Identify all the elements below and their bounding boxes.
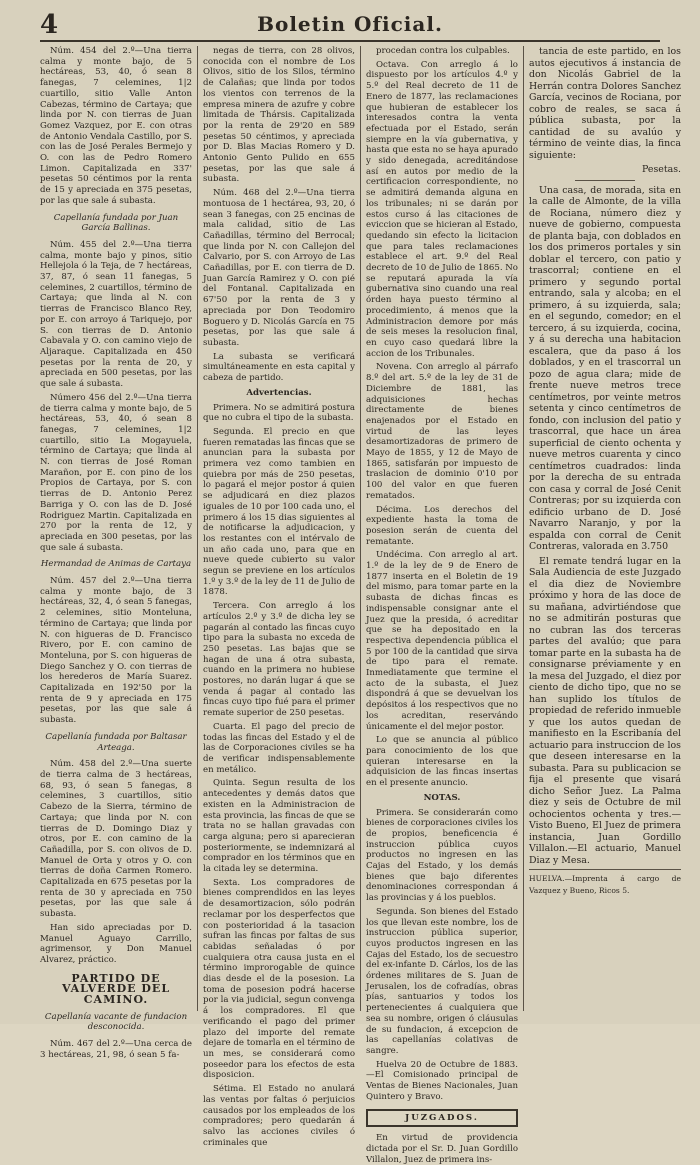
column-rule (197, 46, 198, 1011)
paragraph: La subasta se verificará simultáneamente en esta capital y cabeza de partido. (203, 351, 355, 384)
currency-label: Pesetas. (642, 164, 681, 175)
column-rule (523, 46, 524, 1011)
section-subtitle: Capellanía fundada por Juan García Ballinas. (53, 212, 179, 234)
paragraph: Sétima. El Estado no anulará las ventas por faltas ó perjuicios causados por los empleados de los compradores; pero quedarán á salvo las acciones civiles ó criminales que (203, 1084, 355, 1148)
column-3 (366, 46, 518, 1165)
divider (575, 180, 635, 181)
paragraph: Primera. Se considerarán como bienes de corporaciones civiles los de propios, beneficencia é instruccion pública cuyos productos no ingresen en las Cajas del Estado, y los demás bienes que bajo diferentes denominaciones correspondan á las provincias y á los pueblos. (366, 807, 518, 904)
columns (40, 46, 681, 1165)
section-subtitle: Capellanía fundada por Baltasar Arteaga. (45, 731, 187, 753)
page-number: 4 (40, 10, 59, 40)
section-heading: NOTAS. (423, 792, 461, 803)
printer-imprint: HUELVA.—Imprenta á cargo de Vazquez y Bueno, Ricos 5. (529, 869, 681, 896)
paragraph: Quinta. Segun resulta de los antecedentes y demás datos que existen en la Administracion de esta provincia, las fincas de que se trata no se hallan gravadas con carga alguna; pero si aparecieran posteriormente, se indemnizará al comprador en los términos que en la citada ley se determina. (203, 778, 355, 875)
paragraph: Número 456 del 2.º—Una tierra de tierra calma y monte bajo, de 5 hectáreas, 53, 40, ó sean 8 fanegas, 7 celemines, 1|2 cuartillo, sitio La Mogayuela, término de Cartaya; que linda al N. con tierras de José Roman Marañon, por E. con pino de los Propios de Cartaya, por S. con tierras de D. Antonio Perez Barriga y O. con las de D. José Rodriguez Martin. Capitalizada en 270 por la renta de 12, y apreciada en 300 pesetas, por las que sale á subasta. (40, 392, 192, 553)
paragraph: Núm. 467 del 2.º—Una cerca de 3 hectáreas, 21, 98, ó sean 5 fa- (40, 1039, 192, 1060)
paragraph: procedan contra los culpables. (376, 46, 510, 56)
paragraph: Lo que se anuncia al público para conocimiento de los que quieran interesarse en la adquisicion de las fincas insertas en el presente anuncio. (366, 735, 518, 789)
paragraph: Undécima. Con arreglo al art. 1.º de la ley de 9 de Enero de 1877 inserta en el Boletin de 19 del mismo, para tomar parte en la subasta de dichas fincas es indispensable consignar ante el Juez que la presida, ó acreditar que se ha depositado en la respectiva dependencia pública el 5 por 100 de la cantidad que sirva de tipo para el remate. Inmediatamente que termine el acto de la subasta, el Juez dispondrá á que se devuelvan los depósitos á los respectivos que no los acreditan, reservándo únicamente el del mejor postor. (366, 550, 518, 732)
page-header (40, 8, 660, 42)
district-heading: PARTIDO DE VALVERDE DEL CAMINO. (61, 971, 171, 1007)
paragraph: Novena. Con arreglo al párrafo 8.º del art. 5.º de la ley de 31 de Diciembre de 1881, las adquisiciones hechas directamente de bienes enajenados por el Estado en virtud de las leyes desamortizadoras de primero de Mayo de 1855, y 12 de Mayo de 1865, satisfarán por impuesto de traslacion de dominio 0'10 por 100 del valor en que fueren rematados. (366, 362, 518, 501)
paragraph: Décima. Los derechos del expediente hasta la toma de posesion serán de cuenta del rematante. (366, 504, 518, 547)
paragraph: Núm. 455 del 2.º—Una tierra calma, monte bajo y pinos, sitio Hellejola ó la Teja, de 7 hectáreas, 37, 87, ó sean 11 fanegas, 5 celemines, 2 cuartillos, término de Cartaya; que linda al N. con tierras de Francisco Blanco Rey, por E. con arroyo á Tariquejo, por S. con tierras de D. Antonio Cabavala y O. con camino viejo de Aljaraque. Capitalizada en 450 pesetas por la renta de 20, y apreciada en 500 pesetas, por las que sale á subasta. (40, 239, 192, 390)
paragraph: Núm. 454 del 2.º—Una tierra calma y monte bajo, de 5 hectáreas, 53, 40, ó sean 8 fanegas, 7 celemines, 1|2 cuartillo, sitio Valle Anton Cabezas, término de Cartaya; que linda por N. con tierras de Juan Gomez Vazquez, por E. con otras de Antonio Vendala Castillo, por S. con las de José Perales Bermejo y O. con las de Pedro Romero Limon. Capitalizada en 337' pesetas 50 céntimos por la renta de 15 y apreciada en 375 pesetas, por las que sale á subasta. (40, 46, 192, 206)
paragraph: Núm. 468 del 2.º—Una tierra montuosa de 1 hectárea, 93, 20, ó sean 3 fanegas, con 25 encinas de mala calidad, sitio de Las Cañadillas, término del Berrocal; que linda por N. con Callejon del Calvario, por S. con Arroyo de Las Cañadillas, por E. con tierra de D. Juan García Ramirez y O. con pié del Fontanal. Capitalizada en 67'50 por la renta de 3 y apreciada por Don Teodomiro Boguero y D. Nicolás García en 75 pesetas, por las que sale á subasta. (203, 188, 355, 348)
paragraph: Han sido apreciadas por D. Manuel Aguayo Carrillo, agrimensor, y Don Manuel Alvarez, práctico. (40, 922, 192, 965)
signature-paragraph: Huelva 20 de Octubre de 1883.—El Comisionado principal de Ventas de Bienes Nacionales, Juan Quintero y Bravo. (366, 1059, 518, 1102)
section-heading: Advertencias. (246, 387, 312, 398)
column-1 (40, 46, 192, 1060)
paragraph: Núm. 458 del 2.º—Una suerte de tierra calma de 3 hectáreas, 68, 93, ó sean 5 fanegas, 8 celemines, 3 cuartillos, sitio Cabezo de la Sierra, término de Cartaya; que linda por N. con tierras de D. Domingo Diaz y otros, por E. con camino de la Cañadilla, por S. con olivos de D. Manuel de Orta y otros y O. con tierras de doña Carmen Romero. Capitalizada en 675 pesetas por la renta de 30 y apreciada en 750 pesetas, por las que sale á subasta. (40, 759, 192, 920)
column-4 (529, 46, 681, 1016)
paragraph: Cuarta. El pago del precio de todas las fincas del Estado y el de las de Corporaciones civiles se ha de verificar indispensablemente en metálico. (203, 721, 355, 775)
paragraph: negas de tierra, con 28 olivos, conocida con el nombre de Los Olivos, sitio de los Silos, término de Calañas; que linda por todos los vientos con terrenos de la empresa minera de azufre y cobre limitada de Thársis. Capitalizada por la renta de 29'20 en 589 pesetas 50 céntimos, y apreciada por D. Blas Macias Romero y D. Antonio Gento Pulido en 655 pesetas, por las que sale á subasta. (203, 46, 355, 185)
paragraph: Una casa, de morada, sita en la calle de Almonte, de la villa de Rociana, número diez y nueve de gobierno, compuesta de planta baja, con doblados en los dos primeros portales y sin doblar el tercero, con patio y trascorral; contiene en el primero y segundo portal entrando, sala y alcoba; en el primero, á su izquierda, sala; en el segundo, comedor; en el tercero, á su izquierda, cocina, y á su derecha una habitacion escalera, que da paso á los doblados, y en el trascorral un pozo de agua clara; mide de frente nueve metros trece centímetros, por veinte metros setenta y cinco centímetros de fondo, con inclusion del patio y trascorral, que hace un área superficial de ciento ochenta y nueve metros cuarenta y cinco centímetros cuadrados: linda por la derecha de su entrada con casa y corral de José Cenit Contreras; por su izquierda con edificio urbano de D. José Navarro Naranjo, y por la espalda con corral de Cenit Contreras, valorada en 3.750 (529, 184, 681, 552)
paragraph: Octava. Con arreglo á lo dispuesto por los artículos 4.º y 5.º del Real decreto de 11 de Enero de 1877, las reclamaciones que hubieran de establecer los interesados contra la venta efectuada por el Estado, serán siempre en la vía gubernativa, y hasta que esta no se haya apurado y sido denegada, acreditándose así en autos por medio de la certificacion correspondiente, no se admitirá demanda alguna en los tribunales; ni se darán por estos curso á las citaciones de eviccion que se hicieran al Estado, quedando sin efecto la licitacion que para tales reclamaciones establece el art. 9.º del Real decreto de 10 de Julio de 1865. No se reputará apurada la vía gubernativa sino cuando una real órden haya puesto término al procedimiento, á menos que la Administracion demore por más de seis meses la resolucion final, en cuyo caso quedará libre la accion de los Tribunales. (366, 59, 518, 359)
page-title: Boletin Oficial. (257, 12, 443, 36)
section-heading-boxed: JUZGADOS. (366, 1109, 518, 1128)
column-rule (360, 46, 361, 1011)
paragraph: En virtud de providencia dictada por el Sr. D. Juan Gordillo Villalon, Juez de primera ins- (366, 1133, 518, 1165)
paragraph: El remate tendrá lugar en la Sala Audiencia de este Juzgado el dia diez de Noviembre próximo y hora de las doce de su mañana, advirtiéndose que no se admitirán posturas que no cubran las dos terceras partes del avalúo; que para tomar parte en la subasta ha de consignarse préviamente y en la mesa del Juzgado, el diez por ciento de dicho tipo, que no se han suplido los títulos de propiedad de referido inmueble y que los autos quedan de manifiesto en la Escribanía del actuario para instruccion de los que deseen interesarse en la subasta. Para su publicacion se fija el presente que visará dicho Señor Juez. La Palma diez y seis de Octubre de mil ochocientos ochenta y tres.—Visto Bueno, El Juez de primera instancia, Juan Gordillo Villalon.—El actuario, Manuel Diaz y Mesa. (529, 555, 681, 866)
section-subtitle: Capellanía vacante de fundacion desconocida. (44, 1011, 188, 1033)
paragraph: Segunda. El precio en que fueren rematadas las fincas que se anuncian para la subasta por primera vez como tambien en quiebra por más de 250 pesetas, lo pagará el mejor postor á quien se adjudicará en diez plazos iguales de 10 por 100 cada uno, el primero á los 15 dias siguientes al de notificarse la adjudicacion, y los restantes con el intérvalo de un año cada uno, para que en nueve quede cubierto su valor segun se previene en los artículos 1.º y 3.º de la ley de 11 de Julio de 1878. (203, 426, 355, 598)
column-2 (203, 46, 355, 1148)
paragraph: tancia de este partido, en los autos ejecutivos á instancia de don Nicolás Gabriel de la Herrán contra Dolores Sanchez García, vecinos de Rociana, por cobro de reales, se saca á pública subasta, por la cantidad de su avalúo y término de veinte dias, la finca siguiente: (529, 46, 681, 161)
paragraph: Tercera. Con arreglo á los artículos 2.º y 3.º de dicha ley se pagarán al contado las fincas cuyo tipo para la subasta no exceda de 250 pesetas. Las bajas que se hagan de una á otra subasta, cuando en la primera no hubiese postores, no darán lugar á que se venda á pagar al contado las fincas cuyo tipo fué para el primer remate superior de 250 pesetas. (203, 601, 355, 719)
paragraph: Núm. 457 del 2.º—Una tierra calma y monte bajo, de 3 hectáreas, 32, 4, ó sean 5 fanegas, 2 celemines, sitio Monteluna, término de Cartaya; que linda por N. con higueras de D. Francisco Rivero, por E. con camino de Monteluna, por S. con higueras de Diego Sanchez y O. con tierras de los herederos de María Suarez. Capitalizada en 192'50 por la renta de 9 y apreciada en 175 pesetas, por las que sale á subasta. (40, 576, 192, 726)
paragraph: Sexta. Los compradores de bienes comprendidos en las leyes de desamortizacion, sólo podrán reclamar por los desperfectos que con posterioridad á la tasacion sufran las fincas por faltas de sus cabidas señaladas ó por cualquiera otra causa justa en el término improrogable de quince dias desde el de la posesion. La toma de posesion podrá hacerse por la via judicial, segun convenga á los compradores. El que verificando el pago del primer plazo del importe del remate dejare de tomarla en el término de un mes, se considerará como poseedor para los efectos de esta disposicion. (203, 877, 355, 1081)
section-subtitle: Hermandad de Animas de Cartaya (40, 559, 192, 570)
paragraph: Primera. No se admitirá postura que no cubra el tipo de la subasta. (203, 402, 355, 424)
paragraph: Segunda. Son bienes del Estado los que llevan este nombre, los de instruccion pública superior, cuyos productos ingresen en las Cajas del Estado, los de secuestro del ex-infante D. Cárlos, los de las órdenes militares de S. Juan de Jerusalen, los de cofradías, obras pías, santuarios y todos los pertenecientes á cualquiera que sea su nombre, origen ó cláusulas de su fundacion, á excepcion de las capellanías colativas de sangre. (366, 906, 518, 1056)
